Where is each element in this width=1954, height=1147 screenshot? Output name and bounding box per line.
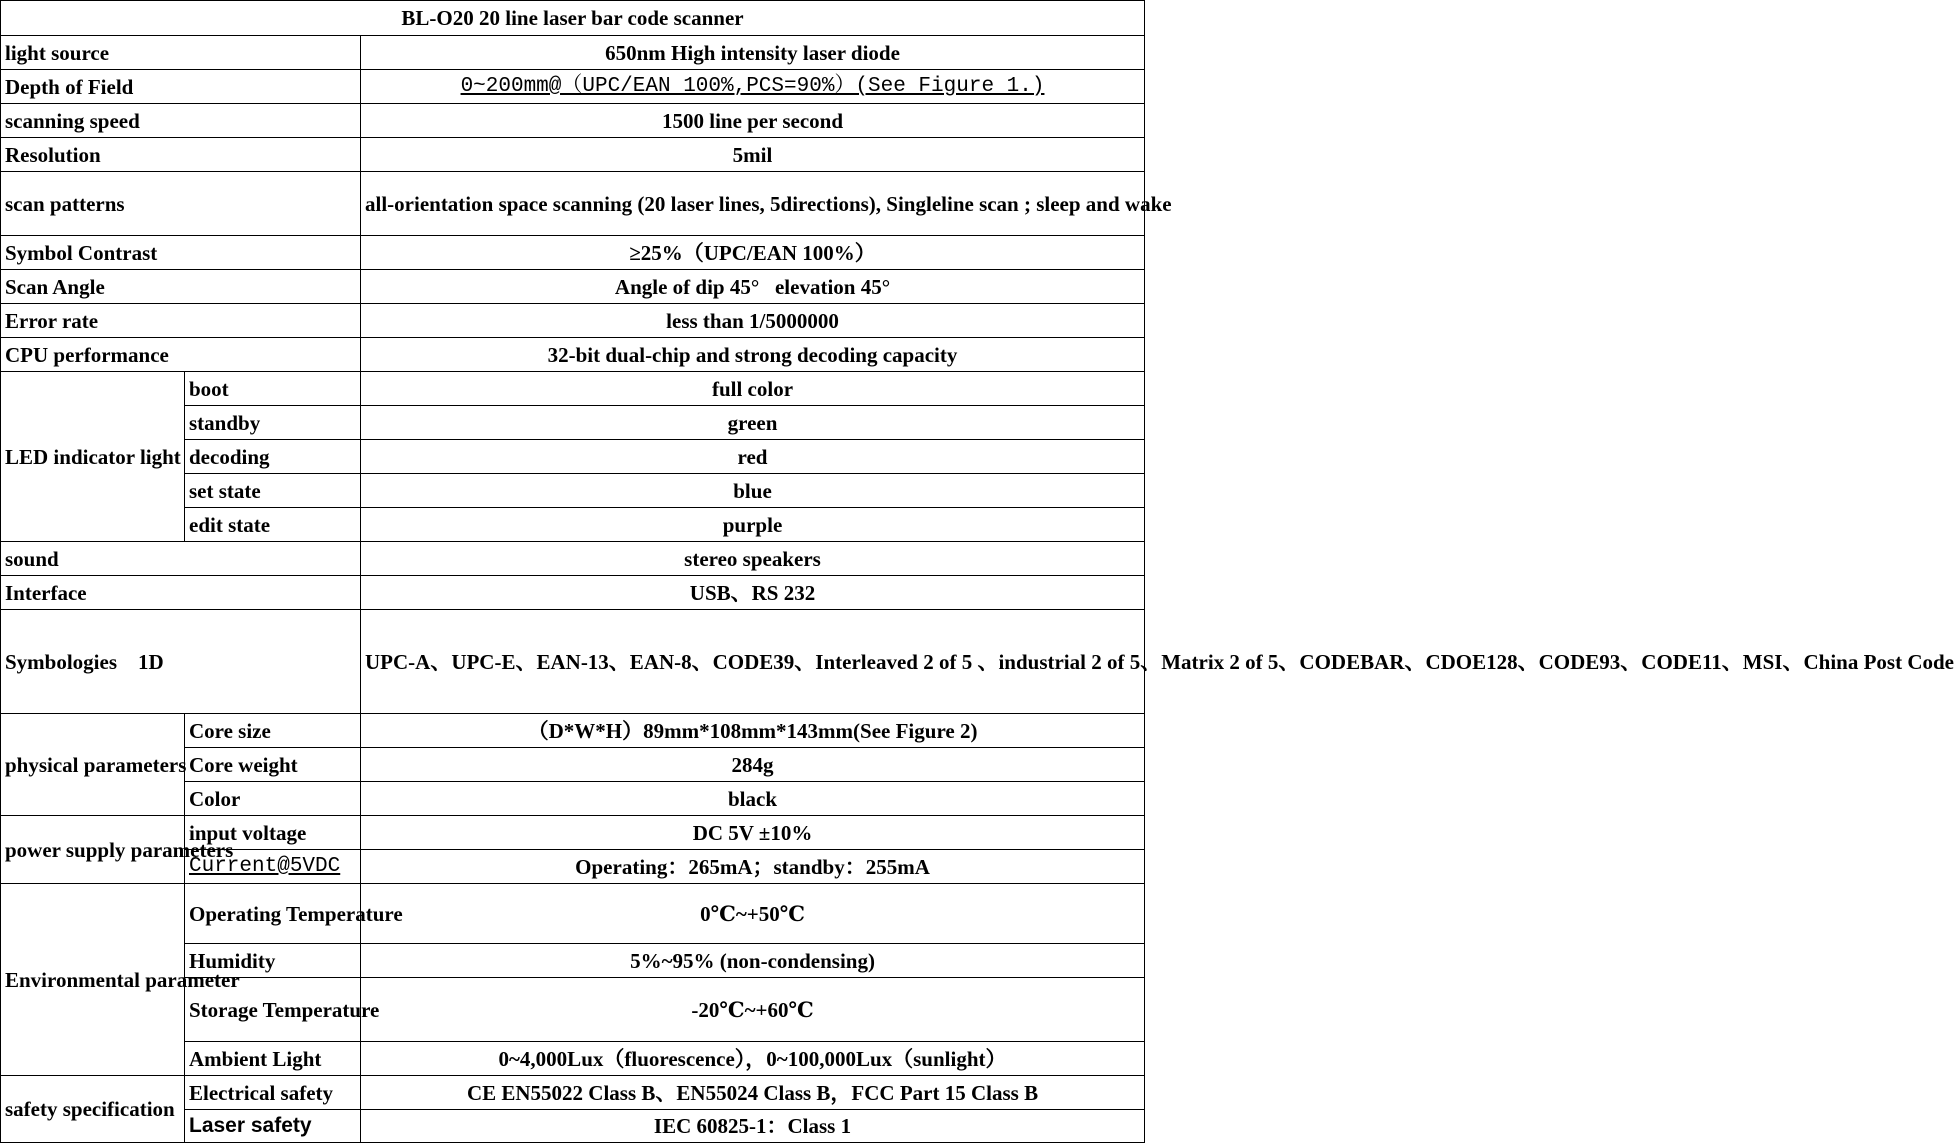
sub-label: Operating Temperature: [185, 884, 361, 944]
table-row: [1, 236, 1145, 270]
table-row: [1, 714, 1145, 748]
sub-value: 0℃~+50℃: [361, 884, 1145, 944]
sub-label: Electrical safety: [185, 1076, 361, 1110]
row-label: light source: [1, 36, 361, 70]
row-label: Resolution: [1, 138, 361, 172]
sub-label: Current@5VDC: [185, 850, 361, 884]
row-value: USB、RS 232: [361, 576, 1145, 610]
sub-label: standby: [185, 406, 361, 440]
table-title: BL-O20 20 line laser bar code scanner: [1, 1, 1145, 36]
sub-value: 0~4,000Lux（fluorescence），0~100,000Lux（sunlight）: [361, 1042, 1145, 1076]
sub-label: edit state: [185, 508, 361, 542]
row-label: Symbol Contrast: [1, 236, 361, 270]
row-label: Error rate: [1, 304, 361, 338]
group-label-power: power supply parameters: [1, 816, 185, 884]
table-row: [1, 610, 1145, 714]
sub-value: 5%~95% (non-condensing): [361, 944, 1145, 978]
row-label: Scan Angle: [1, 270, 361, 304]
sub-label: set state: [185, 474, 361, 508]
table-row: [1, 304, 1145, 338]
sub-value: blue: [361, 474, 1145, 508]
row-label: scanning speed: [1, 104, 361, 138]
table-row: [1, 1076, 1145, 1110]
row-value: 650nm High intensity laser diode: [361, 36, 1145, 70]
sub-label: decoding: [185, 440, 361, 474]
row-label: Depth of Field: [1, 70, 361, 104]
sub-label: input voltage: [185, 816, 361, 850]
sub-value: CE EN55022 Class B、EN55024 Class B，FCC Part 15 Class B: [361, 1076, 1145, 1110]
table-row: [1, 104, 1145, 138]
row-label: scan patterns: [1, 172, 361, 236]
sub-value: 284g: [361, 748, 1145, 782]
row-value: UPC-A、UPC-E、EAN-13、EAN-8、CODE39、Interleaved 2 of 5 、industrial 2 of 5、Matrix 2 of 5、CODEBAR、CDOE128、CODE93、CODE11、MSI、China Post Code: [361, 610, 1145, 714]
table-row: [1, 884, 1145, 944]
sub-value: （D*W*H）89mm*108mm*143mm(See Figure 2): [361, 714, 1145, 748]
sub-label: Storage Temperature: [185, 978, 361, 1042]
row-value: 5mil: [361, 138, 1145, 172]
sub-value: DC 5V ±10%: [361, 816, 1145, 850]
sub-value: Operating：265mA；standby：255mA: [361, 850, 1145, 884]
row-value: all-orientation space scanning (20 laser lines, 5directions), Singleline scan ; sleep and wake: [361, 172, 1145, 236]
sub-value: red: [361, 440, 1145, 474]
row-value: Angle of dip 45° elevation 45°: [361, 270, 1145, 304]
group-label-physical: physical parameters: [1, 714, 185, 816]
group-label-led: LED indicator light: [1, 372, 185, 542]
table-row: [1, 36, 1145, 70]
sub-label: Ambient Light: [185, 1042, 361, 1076]
row-value: less than 1/5000000: [361, 304, 1145, 338]
row-value: 0~200mm@（UPC/EAN 100%,PCS=90%）(See Figure 1.): [361, 70, 1145, 104]
table-row: [1, 338, 1145, 372]
row-value: ≥25%（UPC/EAN 100%）: [361, 236, 1145, 270]
row-value: stereo speakers: [361, 542, 1145, 576]
table-row: [1, 542, 1145, 576]
sub-label: Humidity: [185, 944, 361, 978]
row-label: sound: [1, 542, 361, 576]
sub-label: Laser safety: [185, 1110, 361, 1143]
sub-label: Color: [185, 782, 361, 816]
table-row: [1, 270, 1145, 304]
sub-value: purple: [361, 508, 1145, 542]
table-row: [1, 576, 1145, 610]
sub-value: -20℃~+60℃: [361, 978, 1145, 1042]
sub-value: black: [361, 782, 1145, 816]
sub-label: boot: [185, 372, 361, 406]
group-label-environment: Environmental parameter: [1, 884, 185, 1076]
title-row: [1, 1, 1145, 36]
row-value: 1500 line per second: [361, 104, 1145, 138]
group-label-safety: safety specification: [1, 1076, 185, 1143]
row-label: CPU performance: [1, 338, 361, 372]
sub-value: green: [361, 406, 1145, 440]
sub-value: IEC 60825-1：Class 1: [361, 1110, 1145, 1143]
row-value: 32-bit dual-chip and strong decoding capacity: [361, 338, 1145, 372]
row-label: Interface: [1, 576, 361, 610]
sub-label: Core size: [185, 714, 361, 748]
table-row: [1, 816, 1145, 850]
sub-label: Core weight: [185, 748, 361, 782]
table-row: [1, 172, 1145, 236]
sub-value: full color: [361, 372, 1145, 406]
row-label: Symbologies 1D: [1, 610, 361, 714]
table-row: [1, 70, 1145, 104]
table-row: [1, 138, 1145, 172]
table-row: [1, 372, 1145, 406]
